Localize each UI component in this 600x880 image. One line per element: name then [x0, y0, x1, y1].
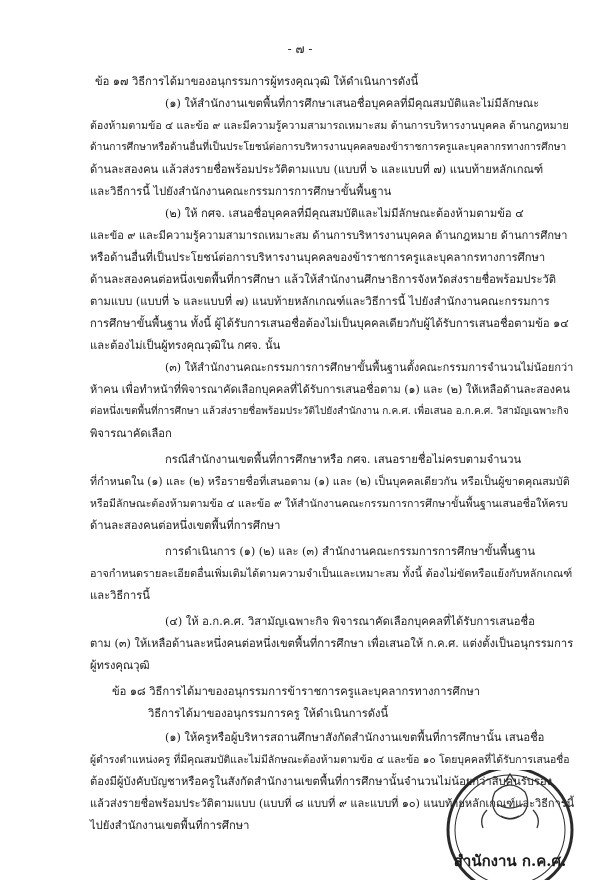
- paragraph-line: พิจารณาคัดเลือก: [90, 427, 172, 440]
- clause-17-heading: ข้อ ๑๗ วิธีการได้มาของอนุกรรมการผู้ทรงคุณวุฒิ ให้ดำเนินการดังนี้: [95, 75, 419, 88]
- paragraph-line: ด้านละสองคนต่อหนึ่งเขตพื้นที่การศึกษา: [90, 519, 281, 532]
- paragraph-line: และวิธีการนี้: [90, 589, 150, 602]
- paragraph-line: แล้วส่งรายชื่อพร้อมประวัติตามแบบ (แบบที่ ๘ แบบที่ ๙ และแบบที่ ๑๐) แนบท้ายหลักเกณฑ์และวิธีการนี้: [90, 797, 575, 810]
- clause-18-heading: ข้อ ๑๘ วิธีการได้มาของอนุกรรมการข้าราชการครูและบุคลากรทางการศึกษา: [112, 685, 481, 698]
- paragraph-line: (๒) ให้ กศจ. เสนอชื่อบุคคลที่มีคุณสมบัติและไม่มีลักษณะต้องห้ามตามข้อ ๔: [165, 207, 524, 220]
- paragraph-line: อาจกำหนดรายละเอียดอื่นเพิ่มเติมได้ตามความจำเป็นและเหมาะสม ทั้งนี้ ต้องไม่ขัดหรือแย้งกับหลักเกณฑ์: [90, 567, 573, 580]
- paragraph-line: ผู้ทรงคุณวุฒิ: [90, 659, 150, 672]
- paragraph-line: (๓) ให้สำนักงานคณะกรรมการการศึกษาขั้นพื้นฐานตั้งคณะกรรมการจำนวนไม่น้อยกว่า: [165, 361, 574, 374]
- paragraph-line: การดำเนินการ (๑) (๒) และ (๓) สำนักงานคณะกรรมการการศึกษาขั้นพื้นฐาน: [165, 545, 536, 558]
- paragraph-line: ตามแบบ (แบบที่ ๖ และแบบที่ ๗) แนบท้ายหลักเกณฑ์และวิธีการนี้ ไปยังสำนักงานคณะกรรมการ: [90, 295, 550, 308]
- paragraph-line: ตาม (๓) ให้เหลือด้านละหนึ่งคนต่อหนึ่งเขตพื้นที่การศึกษา เพื่อเสนอให้ ก.ค.ศ. แต่งตั้งเป็นอนุกรรมการ: [90, 637, 574, 650]
- paragraph-line: ผู้ดำรงตำแหน่งครู ที่มีคุณสมบัติและไม่มีลักษณะต้องห้ามตามข้อ ๔ และข้อ ๑๐ โดยบุคคลที่ได้รับการเสนอชื่อ: [90, 754, 570, 766]
- paragraph-line: หรือด้านอื่นที่เป็นประโยชน์ต่อการบริหารงานบุคคลของข้าราชการครูและบุคลากรทางการศึกษา: [90, 251, 546, 264]
- paragraph-line: (๔) ให้ อ.ก.ค.ศ. วิสามัญเฉพาะกิจ พิจารณาคัดเลือกบุคคลที่ได้รับการเสนอชื่อ: [165, 615, 535, 628]
- paragraph-line: (๑) ให้ครูหรือผู้บริหารสถานศึกษาสังกัดสำนักงานเขตพื้นที่การศึกษานั้น เสนอชื่อ: [165, 731, 545, 744]
- paragraph-line: ที่กำหนดใน (๑) และ (๒) หรือรายชื่อที่เสนอตาม (๑) และ (๒) เป็นบุคคลเดียวกัน หรือเป็นผู้ขาดคุณสมบัติ: [90, 475, 570, 488]
- paragraph-line: ด้านละสองคนต่อหนึ่งเขตพื้นที่การศึกษา แล้วให้สำนักงานศึกษาธิการจังหวัดส่งรายชื่อพร้อมประวัติ: [90, 273, 557, 286]
- paragraph-line: และข้อ ๙ และมีความรู้ความสามารถเหมาะสม ด้านการบริหารงานบุคคล ด้านกฎหมาย ด้านการศึกษา: [90, 229, 568, 242]
- paragraph-line: ห้าคน เพื่อทำหน้าที่พิจารณาคัดเลือกบุคคลที่ได้รับการเสนอชื่อตาม (๑) และ (๒) ให้เหลือด้านละสองคน: [90, 383, 570, 396]
- paragraph-line: ด้านละสองคน แล้วส่งรายชื่อพร้อมประวัติตามแบบ (แบบที่ ๖ และแบบที่ ๗) แนบท้ายหลักเกณฑ์: [90, 163, 544, 176]
- paragraph-line: หรือมีลักษณะต้องห้ามตามข้อ ๔ และข้อ ๙ ให้สำนักงานคณะกรรมการการศึกษาขั้นพื้นฐานเสนอชื่อให้ครบ: [90, 498, 568, 510]
- page-number: - ๗ -: [287, 42, 313, 56]
- paragraph-line: กรณีสำนักงานเขตพื้นที่การศึกษาหรือ กศจ. เสนอรายชื่อไม่ครบตามจำนวน: [165, 453, 522, 466]
- paragraph-line: และต้องไม่เป็นผู้ทรงคุณวุฒิใน กศจ. นั้น: [90, 339, 281, 352]
- paragraph-line: (๑) ให้สำนักงานเขตพื้นที่การศึกษาเสนอชื่อบุคคลที่มีคุณสมบัติและไม่มีลักษณะ: [165, 97, 540, 110]
- paragraph-line: การศึกษาขั้นพื้นฐาน ทั้งนี้ ผู้ได้รับการเสนอชื่อต้องไม่เป็นบุคคลเดียวกับผู้ได้รับการเสนอชื่อตามข้อ ๑๔: [90, 317, 569, 330]
- official-seal-stamp: [435, 770, 585, 880]
- seal-text: สำนักงาน ก.ค.ศ.: [453, 852, 567, 870]
- paragraph-line: ด้านการศึกษาหรือด้านอื่นที่เป็นประโยชน์ต่อการบริหารงานบุคคลของข้าราชการครูและบุคลากรทางการศึกษา: [90, 142, 567, 153]
- paragraph-line: ไปยังสำนักงานเขตพื้นที่การศึกษา: [90, 819, 250, 832]
- paragraph-line: ต้องห้ามตามข้อ ๔ และข้อ ๙ และมีความรู้ความสามารถเหมาะสม ด้านการบริหารงานบุคคล ด้านกฎหมาย: [90, 120, 569, 132]
- paragraph-line: วิธีการได้มาของอนุกรรมการครู ให้ดำเนินการดังนี้: [148, 707, 389, 720]
- paragraph-line: ต้องมีผู้บังคับบัญชาหรือครูในสังกัดสำนักงานเขตพื้นที่การศึกษานั้นจำนวนไม่น้อยกว่าสิบคนรับรอง: [90, 775, 553, 788]
- paragraph-line: และวิธีการนี้ ไปยังสำนักงานคณะกรรมการการศึกษาขั้นพื้นฐาน: [90, 185, 392, 198]
- paragraph-line: ต่อหนึ่งเขตพื้นที่การศึกษา แล้วส่งรายชื่อพร้อมประวัติไปยังสำนักงาน ก.ค.ศ. เพื่อเสนอ อ.ก.ค.ศ. วิสามัญเฉพาะกิจ: [90, 406, 569, 417]
